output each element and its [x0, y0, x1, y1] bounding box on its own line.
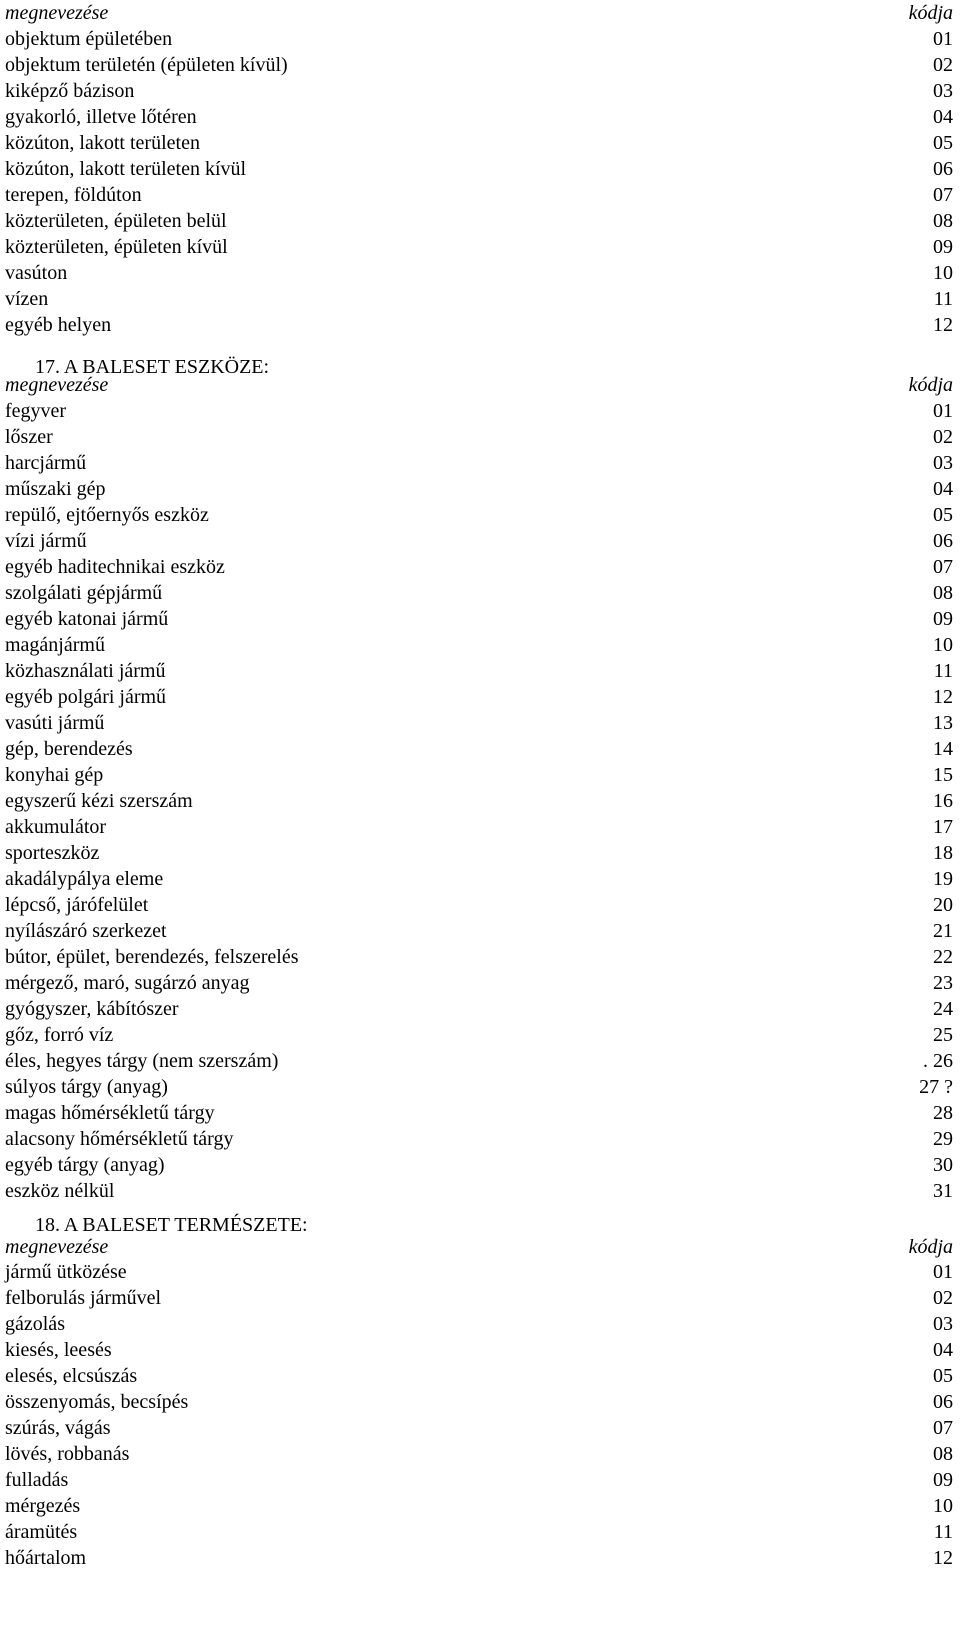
row-code: 11	[933, 288, 953, 310]
row-name: hőártalom	[5, 1547, 87, 1569]
row-code: 02	[933, 54, 953, 76]
row-name: repülő, ejtőernyős eszköz	[5, 504, 209, 526]
row-name: konyhai gép	[5, 764, 104, 786]
row-code: 10	[933, 262, 953, 284]
row-name: vízi jármű	[5, 530, 87, 552]
row-code: 10	[933, 634, 953, 656]
row-code: 01	[933, 400, 953, 422]
row-name: műszaki gép	[5, 478, 106, 500]
row-name: vasúti jármű	[5, 712, 105, 734]
row-code: 15	[933, 764, 953, 786]
row-name: gyógyszer, kábítószer	[5, 998, 179, 1020]
row-code: 02	[933, 426, 953, 448]
row-name: gázolás	[5, 1313, 65, 1335]
row-name: szúrás, vágás	[5, 1417, 111, 1439]
row-name: sporteszköz	[5, 842, 100, 864]
table-row	[5, 1467, 955, 1494]
row-code: 12	[933, 1547, 953, 1569]
table-row	[5, 1545, 955, 1572]
table-row	[5, 658, 955, 685]
row-name: súlyos tárgy (anyag)	[5, 1076, 168, 1098]
table-row	[5, 26, 955, 53]
header-name-label: megnevezése	[5, 374, 109, 396]
row-name: egyéb katonai jármű	[5, 608, 169, 630]
row-name: akadálypálya eleme	[5, 868, 164, 890]
row-code: 04	[933, 106, 953, 128]
table-row	[5, 1415, 955, 1442]
row-name: egyéb polgári jármű	[5, 686, 167, 708]
row-name: kiképző bázison	[5, 80, 135, 102]
row-code: 13	[933, 712, 953, 734]
row-name: gyakorló, illetve lőtéren	[5, 106, 197, 128]
table-row	[5, 1100, 955, 1127]
row-name: közhasználati jármű	[5, 660, 166, 682]
row-code: 07	[933, 184, 953, 206]
table-row	[5, 286, 955, 313]
row-name: eszköz nélkül	[5, 1180, 115, 1202]
table-row	[5, 1285, 955, 1312]
section-17-title: 17. A BALESET ESZKÖZE:	[35, 356, 270, 378]
column-header	[5, 1234, 955, 1261]
table-row	[5, 1022, 955, 1049]
column-header	[5, 0, 955, 27]
row-name: magánjármű	[5, 634, 105, 656]
row-name: felborulás járművel	[5, 1287, 162, 1309]
row-code: 07	[933, 556, 953, 578]
row-name: alacsony hőmérsékletű tárgy	[5, 1128, 234, 1150]
table-row	[5, 606, 955, 633]
table-row	[5, 762, 955, 789]
row-code: 09	[933, 608, 953, 630]
table-row	[5, 736, 955, 763]
row-code: 28	[933, 1102, 953, 1124]
table-row	[5, 312, 955, 339]
table-row	[5, 1519, 955, 1546]
table-row	[5, 476, 955, 503]
table-row	[5, 632, 955, 659]
row-name: fulladás	[5, 1469, 69, 1491]
section-18-title: 18. A BALESET TERMÉSZETE:	[35, 1214, 308, 1236]
table-row	[5, 208, 955, 235]
table-row	[5, 1363, 955, 1390]
table-row	[5, 1441, 955, 1468]
row-code: 16	[933, 790, 953, 812]
header-name-label: megnevezése	[5, 1236, 109, 1258]
row-code: 01	[933, 28, 953, 50]
table-row	[5, 52, 955, 79]
row-name: áramütés	[5, 1521, 78, 1543]
row-name: objektum területén (épületen kívül)	[5, 54, 288, 76]
row-code: 05	[933, 132, 953, 154]
table-row	[5, 182, 955, 209]
row-name: közterületen, épületen belül	[5, 210, 227, 232]
table-row	[5, 944, 955, 971]
row-name: bútor, épület, berendezés, felszerelés	[5, 946, 299, 968]
table-row	[5, 156, 955, 183]
row-name: jármű ütközése	[5, 1261, 127, 1283]
header-code-label: kódja	[908, 374, 953, 396]
row-code: 09	[933, 1469, 953, 1491]
table-row	[5, 104, 955, 131]
row-name: akkumulátor	[5, 816, 107, 838]
table-row	[5, 1074, 955, 1101]
table-row	[5, 580, 955, 607]
table-row	[5, 840, 955, 867]
row-code: 27 ?	[919, 1076, 953, 1098]
header-name-label: megnevezése	[5, 2, 109, 24]
table-row	[5, 260, 955, 287]
table-row	[5, 502, 955, 529]
row-name: lövés, robbanás	[5, 1443, 130, 1465]
row-code: 23	[933, 972, 953, 994]
table-row	[5, 450, 955, 477]
row-code: 05	[933, 504, 953, 526]
table-row	[5, 1493, 955, 1520]
table-row	[5, 970, 955, 997]
row-name: egyéb haditechnikai eszköz	[5, 556, 225, 578]
table-row	[5, 710, 955, 737]
row-name: nyílászáró szerkezet	[5, 920, 167, 942]
row-code: 07	[933, 1417, 953, 1439]
row-name: vízen	[5, 288, 49, 310]
row-code: 08	[933, 1443, 953, 1465]
table-row	[5, 1048, 955, 1075]
row-code: . 26	[923, 1050, 953, 1072]
row-code: 12	[933, 686, 953, 708]
table-row	[5, 1178, 955, 1205]
row-name: terepen, földúton	[5, 184, 142, 206]
header-code-label: kódja	[908, 2, 953, 24]
table-row	[5, 892, 955, 919]
table-row	[5, 1259, 955, 1286]
row-code: 08	[933, 210, 953, 232]
row-name: mérgezés	[5, 1495, 81, 1517]
row-name: kiesés, leesés	[5, 1339, 112, 1361]
row-code: 30	[933, 1154, 953, 1176]
row-name: lépcső, járófelület	[5, 894, 149, 916]
row-code: 04	[933, 478, 953, 500]
row-name: magas hőmérsékletű tárgy	[5, 1102, 215, 1124]
row-code: 24	[933, 998, 953, 1020]
row-code: 01	[933, 1261, 953, 1283]
table-row	[5, 528, 955, 555]
row-name: közterületen, épületen kívül	[5, 236, 228, 258]
row-name: mérgező, maró, sugárzó anyag	[5, 972, 250, 994]
table-row	[5, 1337, 955, 1364]
table-row	[5, 918, 955, 945]
table-row	[5, 1389, 955, 1416]
row-name: összenyomás, becsípés	[5, 1391, 189, 1413]
table-row	[5, 684, 955, 711]
row-name: gőz, forró víz	[5, 1024, 114, 1046]
row-code: 19	[933, 868, 953, 890]
table-row	[5, 398, 955, 425]
row-code: 03	[933, 1313, 953, 1335]
table-row	[5, 234, 955, 261]
row-code: 11	[933, 660, 953, 682]
row-code: 02	[933, 1287, 953, 1309]
row-code: 17	[933, 816, 953, 838]
row-name: közúton, lakott területen	[5, 132, 200, 154]
row-name: objektum épületében	[5, 28, 173, 50]
row-name: szolgálati gépjármű	[5, 582, 163, 604]
table-row	[5, 130, 955, 157]
table-row	[5, 554, 955, 581]
row-code: 20	[933, 894, 953, 916]
row-code: 18	[933, 842, 953, 864]
row-code: 10	[933, 1495, 953, 1517]
row-name: gép, berendezés	[5, 738, 133, 760]
row-code: 21	[933, 920, 953, 942]
row-name: egyéb tárgy (anyag)	[5, 1154, 165, 1176]
table-row	[5, 814, 955, 841]
row-name: harcjármű	[5, 452, 87, 474]
column-header	[5, 372, 955, 399]
table-row	[5, 866, 955, 893]
row-name: elesés, elcsúszás	[5, 1365, 138, 1387]
row-code: 08	[933, 582, 953, 604]
row-name: fegyver	[5, 400, 67, 422]
table-row	[5, 78, 955, 105]
row-name: vasúton	[5, 262, 68, 284]
row-name: éles, hegyes tárgy (nem szerszám)	[5, 1050, 279, 1072]
row-code: 04	[933, 1339, 953, 1361]
row-code: 03	[933, 80, 953, 102]
row-code: 12	[933, 314, 953, 336]
row-code: 29	[933, 1128, 953, 1150]
header-code-label: kódja	[908, 1236, 953, 1258]
row-code: 11	[933, 1521, 953, 1543]
row-code: 06	[933, 1391, 953, 1413]
row-code: 31	[933, 1180, 953, 1202]
table-row	[5, 788, 955, 815]
row-name: lőszer	[5, 426, 53, 448]
row-name: közúton, lakott területen kívül	[5, 158, 247, 180]
row-code: 06	[933, 158, 953, 180]
table-row	[5, 1126, 955, 1153]
table-row	[5, 996, 955, 1023]
row-code: 06	[933, 530, 953, 552]
row-name: egyszerű kézi szerszám	[5, 790, 193, 812]
row-name: egyéb helyen	[5, 314, 112, 336]
row-code: 03	[933, 452, 953, 474]
table-row	[5, 1152, 955, 1179]
row-code: 22	[933, 946, 953, 968]
table-row	[5, 1311, 955, 1338]
row-code: 05	[933, 1365, 953, 1387]
row-code: 14	[933, 738, 953, 760]
table-row	[5, 424, 955, 451]
row-code: 25	[933, 1024, 953, 1046]
row-code: 09	[933, 236, 953, 258]
